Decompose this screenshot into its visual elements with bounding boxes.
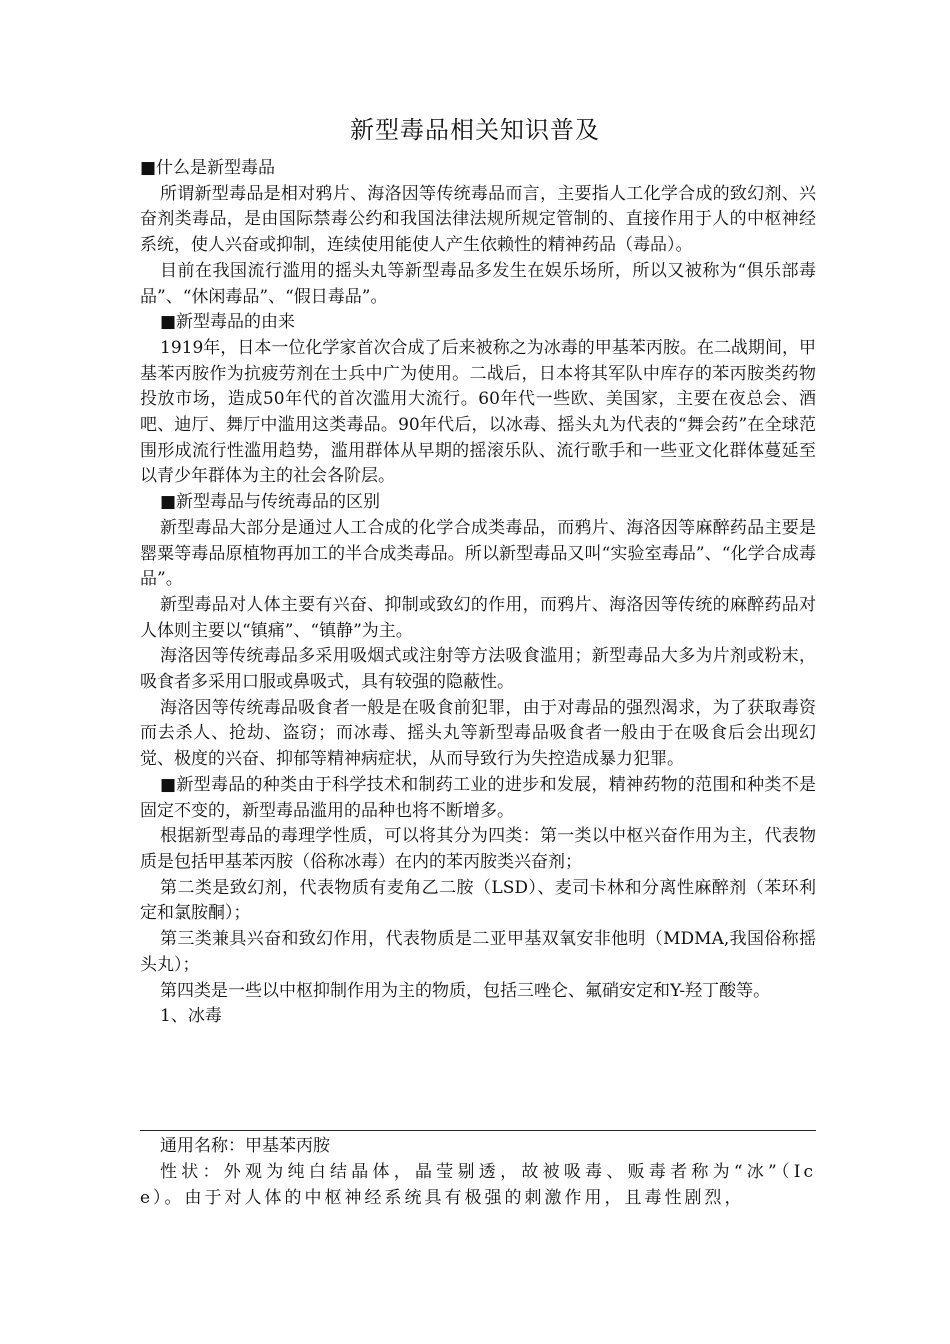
paragraph: 新型毒品对人体主要有兴奋、抑制或致幻的作用，而鸦片、海洛因等传统的麻醉药品对人体则主要以“镇痛”、“镇静”为主。 — [140, 594, 816, 641]
paragraph: 目前在我国流行滥用的摇头丸等新型毒品多发生在娱乐场所，所以又被称为“俱乐部毒品”、“休闲毒品”、“假日毒品”。 — [140, 260, 816, 307]
heading-what-is: ■什么是新型毒品 — [140, 158, 276, 178]
heading-difference: ■新型毒品与传统毒品的区别 — [160, 492, 381, 513]
paragraph: 海洛因等传统毒品吸食者一般是在吸食前犯罪，由于对毒品的强烈渴求，为了获取毒资而去杀人、抢劫、盗窃；而冰毒、摇头丸等新型毒品吸食者一般由于在吸食后会出现幻觉、极度的兴奋、抑郁等精神病症状，从而导致行为失控造成暴力犯罪。 — [140, 697, 816, 770]
paragraph-properties: 性状：外观为纯白结晶体，晶莹剔透，故被吸毒、贩毒者称为“冰”（Ice）。由于对人体的中枢神经系统具有极强的刺激作用，且毒性剧烈， — [140, 1162, 816, 1208]
paragraph: 所谓新型毒品是相对鸦片、海洛因等传统毒品而言，主要指人工化学合成的致幻剂、兴奋剂类毒品，是由国际禁毒公约和我国法律法规所规定管制的、直接作用于人的中枢神经系统，使人兴奋或抑制，连续使用能使人产生依赖性的精神药品（毒品）。 — [140, 183, 816, 256]
section-ice: 1、冰毒 — [160, 1006, 222, 1027]
document-body — [140, 156, 816, 1030]
generic-name: 通用名称：甲基苯丙胺 — [160, 1136, 330, 1156]
paragraph: 第二类是致幻剂，代表物质有麦角乙二胺（LSD）、麦司卡林和分离性麻醉剂（苯环利定和氯胺酮）； — [140, 877, 816, 924]
heading-types: ■新型毒品的种类由于科学技术和制药工业的进步和发展，精神药物的范围和种类不是固定不变的，新型毒品滥用的品种也将不断增多。 — [140, 774, 816, 821]
paragraph: 海洛因等传统毒品多采用吸烟式或注射等方法吸食滥用；新型毒品大多为片剂或粉末，吸食者多采用口服或鼻吸式，具有较强的隐蔽性。 — [140, 646, 816, 693]
paragraph: 第四类是一些以中枢抑制作用为主的物质，包括三唑仑、氟硝安定和Y-羟丁酸等。 — [160, 980, 771, 1001]
paragraph: 1919年，日本一位化学家首次合成了后来被称之为冰毒的甲基苯丙胺。在二战期间，甲基苯丙胺作为抗疲劳剂在士兵中广为使用。二战后，日本将其军队中库存的苯丙胺类药物投放市场，造成50年代的首次滥用大流行。60年代一些欧、美国家，主要在夜总会、酒吧、迪厅、舞厅中滥用这类毒品。90年代后，以冰毒、摇头丸为代表的“舞会药”在全球范围形成流行性滥用趋势，滥用群体从早期的摇滚乐队、流行歌手和一些亚文化群体蔓延至以青少年群体为主的社会各阶层。 — [140, 337, 816, 487]
paragraph: 第三类兼具兴奋和致幻作用，代表物质是二亚甲基双氧安非他明（MDMA,我国俗称摇头丸）； — [140, 929, 816, 975]
paragraph: 新型毒品大部分是通过人工合成的化学合成类毒品，而鸦片、海洛因等麻醉药品主要是罂粟等毒品原植物再加工的半合成类毒品。所以新型毒品又叫“实验室毒品”、“化学合成毒品”。 — [140, 517, 816, 590]
horizontal-rule — [140, 1130, 816, 1131]
paragraph: 根据新型毒品的毒理学性质，可以将其分为四类：第一类以中枢兴奋作用为主，代表物质是包括甲基苯丙胺（俗称冰毒）在内的苯丙胺类兴奋剂； — [140, 826, 816, 872]
document-body-continued — [140, 1133, 816, 1211]
heading-origin: ■新型毒品的由来 — [160, 312, 296, 333]
page-title: 新型毒品相关知识普及 — [350, 116, 600, 144]
